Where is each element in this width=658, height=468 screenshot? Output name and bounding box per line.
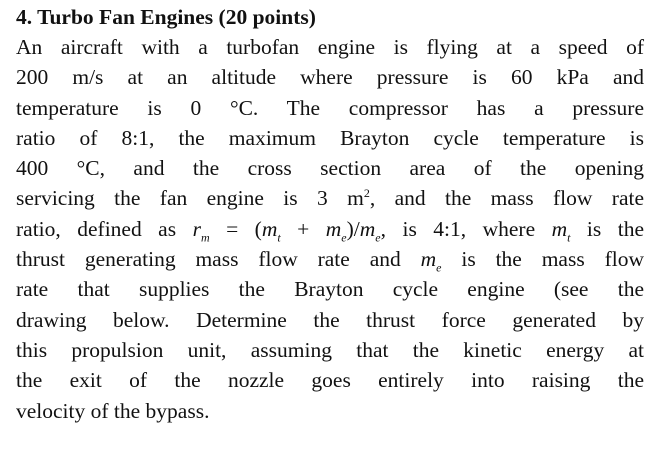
subscript: e: [436, 260, 442, 275]
subscript: m: [200, 230, 210, 245]
subscript: e: [375, 230, 381, 245]
problem-line-area: [16, 183, 644, 213]
problem-line: this propulsion unit, assuming that the kinetic energy at: [16, 337, 644, 362]
subscript: t: [567, 230, 571, 245]
subscript: t: [277, 230, 281, 245]
text-fragment: = (: [209, 216, 262, 241]
text-fragment: servicing the fan engine is 3 m: [16, 186, 364, 211]
math-symbol: m: [551, 216, 568, 241]
text-fragment: , and the mass flow rate: [369, 186, 645, 211]
math-symbol: m: [359, 216, 376, 241]
text-fragment: is the mass flow: [441, 247, 644, 272]
math-symbol: m: [261, 216, 278, 241]
text-fragment: +: [280, 216, 326, 241]
problem-line: velocity of the bypass.: [16, 398, 210, 423]
problem-line-mass-flow-ratio: [16, 214, 644, 244]
problem-line: temperature is 0 °C. The compressor has a pressure: [16, 95, 644, 120]
problem-line: ratio of 8:1, the maximum Brayton cycle temperature is: [16, 125, 644, 150]
text-fragment: , is 4:1, where: [380, 216, 552, 241]
problem-line-thrust-flow: [16, 244, 644, 274]
problem-line: rate that supplies the Brayton cycle engine (see the: [16, 277, 644, 302]
text-fragment: ratio, defined as: [16, 216, 193, 241]
problem-line: An aircraft with a turbofan engine is flying at a speed of: [16, 35, 644, 59]
text-fragment: )/: [346, 216, 360, 241]
subscript: e: [341, 230, 347, 245]
superscript: 2: [363, 186, 370, 201]
problem-line: 200 m/s at an altitude where pressure is 60 kPa and: [16, 65, 644, 90]
math-symbol: m: [420, 247, 437, 272]
problem-line: 400 °C, and the cross section area of the opening: [16, 156, 644, 181]
problem-heading: 4. Turbo Fan Engines (20 points): [16, 5, 316, 29]
problem-document: [16, 2, 644, 426]
problem-line: drawing below. Determine the thrust force generated by: [16, 307, 644, 332]
text-fragment: thrust generating mass flow rate and: [16, 247, 421, 272]
problem-line: the exit of the nozzle goes entirely into raising the: [16, 368, 644, 393]
math-symbol: r: [192, 216, 201, 241]
text-fragment: is the: [570, 216, 644, 241]
math-symbol: m: [325, 216, 342, 241]
